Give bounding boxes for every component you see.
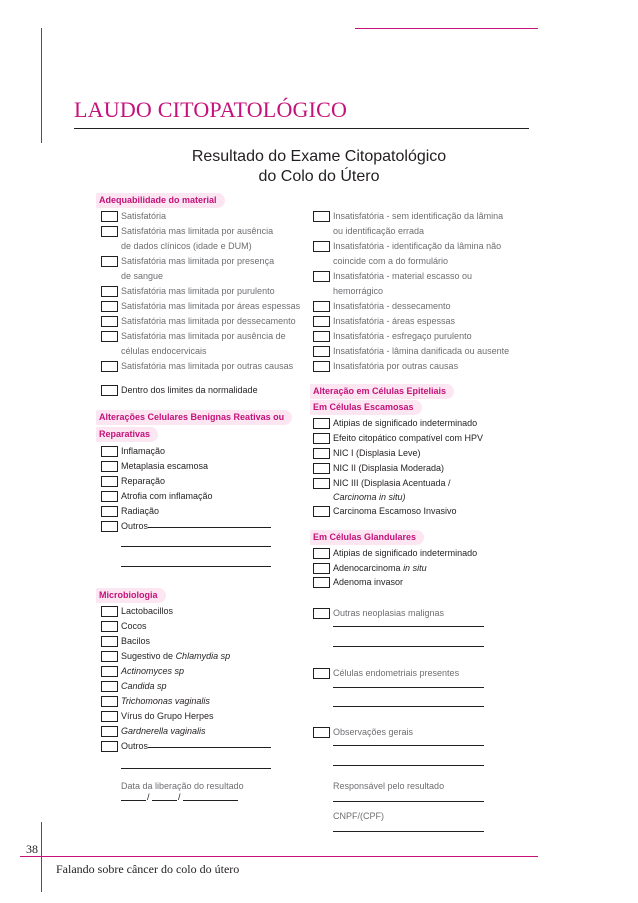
checkbox[interactable]	[101, 606, 118, 617]
option-label: Insatisfatória - dessecamento	[333, 301, 451, 311]
footer-text: Falando sobre câncer do colo do útero	[56, 862, 240, 876]
checkbox[interactable]	[313, 668, 330, 679]
escamosas-header: Em Células Escamosas	[310, 400, 422, 415]
checkbox[interactable]	[101, 446, 118, 457]
checkbox[interactable]	[313, 301, 330, 312]
checkbox[interactable]	[101, 621, 118, 632]
option-label: Satisfatória mas limitada por presença	[121, 256, 275, 266]
checkbox[interactable]	[313, 727, 330, 738]
data-liberacao-label: Data da liberação do resultado	[121, 781, 244, 791]
option-label: Observações gerais	[333, 727, 414, 737]
checkbox[interactable]	[313, 433, 330, 444]
checkbox[interactable]	[101, 741, 118, 752]
checkbox[interactable]	[101, 506, 118, 517]
option-label: Reparação	[121, 476, 166, 486]
frame-top	[355, 28, 538, 29]
outros-line[interactable]	[148, 747, 271, 748]
text-line[interactable]	[333, 687, 484, 688]
option-label: células endocervicais	[121, 346, 207, 356]
checkbox[interactable]	[313, 563, 330, 574]
checkbox[interactable]	[101, 461, 118, 472]
outros-line[interactable]	[121, 566, 271, 567]
frame-left-top	[41, 28, 42, 143]
option-label: Satisfatória mas limitada por outras causas	[121, 361, 294, 371]
benignas-header-cont: Reparativas	[96, 427, 158, 442]
checkbox[interactable]	[101, 331, 118, 342]
text-line[interactable]	[333, 745, 484, 746]
option-label: Cocos	[121, 621, 147, 631]
date-separator: /	[178, 792, 181, 802]
option-label: Candida sp	[121, 681, 167, 691]
option-label: Insatisfatória - sem identificação da lâmina	[333, 211, 504, 221]
checkbox[interactable]	[101, 211, 118, 222]
subtitle-line2: do Colo do Útero	[258, 168, 380, 185]
checkbox[interactable]	[313, 271, 330, 282]
option-label	[333, 562, 427, 575]
option-label: Lactobacillos	[121, 606, 174, 616]
cnpf-line[interactable]	[333, 831, 484, 832]
checkbox[interactable]	[101, 301, 118, 312]
glandulares-header: Em Células Glandulares	[310, 530, 424, 545]
option-label: Carcinoma in situ)	[333, 492, 406, 502]
option-label: Satisfatória	[121, 211, 167, 221]
checkbox[interactable]	[101, 521, 118, 532]
checkbox[interactable]	[101, 256, 118, 267]
option-label: Atipias de significado indeterminado	[333, 548, 478, 558]
option-label: Satisfatória mas limitada por dessecamento	[121, 316, 296, 326]
option-label: Metaplasia escamosa	[121, 461, 209, 471]
checkbox[interactable]	[101, 286, 118, 297]
option-label: Satisfatória mas limitada por áreas espessas	[121, 301, 301, 311]
option-label: Insatisfatória - identificação da lâmina não	[333, 241, 502, 251]
option-label: Inflamação	[121, 446, 166, 456]
checkbox[interactable]	[101, 696, 118, 707]
option-label: Insatisfatória por outras causas	[333, 361, 459, 371]
checkbox[interactable]	[313, 331, 330, 342]
option-label: Insatisfatória - material escasso ou	[333, 271, 473, 281]
option-label: Insatisfatória - lâmina danificada ou ausente	[333, 346, 510, 356]
normal-label: Dentro dos limites da normalidade	[121, 385, 258, 395]
option-label: Bacilos	[121, 636, 151, 646]
checkbox[interactable]	[313, 241, 330, 252]
option-label: hemorrágico	[333, 286, 384, 296]
checkbox[interactable]	[101, 711, 118, 722]
checkbox[interactable]	[313, 361, 330, 372]
chlamydia-text: Chlamydia sp	[175, 651, 231, 661]
responsavel-label: Responsável pelo resultado	[333, 781, 445, 791]
option-label: NIC I (Displasia Leve)	[333, 448, 421, 458]
option-label: Células endometriais presentes	[333, 668, 460, 678]
checkbox[interactable]	[101, 666, 118, 677]
option-label: Outros	[121, 741, 149, 751]
title-rule	[74, 128, 529, 129]
option-label: de dados clínicos (idade e DUM)	[121, 241, 252, 251]
text-line[interactable]	[333, 765, 484, 766]
page-title: LAUDO CITOPATOLÓGICO	[74, 97, 348, 122]
option-label: Atrofia com inflamação	[121, 491, 213, 501]
outros-line[interactable]	[148, 527, 271, 528]
in-situ-text: in situ	[403, 563, 427, 573]
checkbox[interactable]	[313, 463, 330, 474]
adenocarcinoma-text: Adenocarcinoma	[333, 563, 401, 573]
option-label: de sangue	[121, 271, 164, 281]
option-label: Carcinoma Escamoso Invasivo	[333, 506, 457, 516]
checkbox[interactable]	[101, 636, 118, 647]
checkbox[interactable]	[313, 506, 330, 517]
checkbox[interactable]	[313, 316, 330, 327]
checkbox[interactable]	[313, 548, 330, 559]
option-label: Trichomonas vaginalis	[121, 696, 210, 706]
outros-line[interactable]	[121, 546, 271, 547]
text-line[interactable]	[333, 706, 484, 707]
text-line[interactable]	[333, 626, 484, 627]
outros-line[interactable]	[121, 768, 271, 769]
option-label: Gardnerella vaginalis	[121, 726, 206, 736]
option-label: Insatisfatória - esfregaço purulento	[333, 331, 472, 341]
checkbox[interactable]	[101, 361, 118, 372]
checkbox[interactable]	[101, 491, 118, 502]
checkbox[interactable]	[101, 226, 118, 237]
option-label: NIC III (Displasia Acentuada /	[333, 478, 451, 488]
microbiologia-header: Microbiologia	[96, 588, 166, 603]
cnpf-label: CNPF/(CPF)	[333, 811, 384, 821]
page-number: 38	[26, 842, 38, 856]
benignas-header: Alterações Celulares Benignas Reativas ou	[96, 410, 292, 425]
date-separator: /	[147, 792, 150, 802]
epiteliais-header: Alteração em Células Epiteliais	[310, 384, 454, 399]
adequabilidade-header: Adequabilidade do material	[96, 193, 225, 208]
option-label: Outras neoplasias malignas	[333, 608, 445, 618]
option-label: Radiação	[121, 506, 160, 516]
checkbox[interactable]	[101, 476, 118, 487]
option-label: coincide com a do formulário	[333, 256, 449, 266]
checkbox[interactable]	[313, 448, 330, 459]
option-label: Satisfatória mas limitada por ausência	[121, 226, 274, 236]
checkbox[interactable]	[313, 346, 330, 357]
checkbox[interactable]	[101, 651, 118, 662]
checkbox[interactable]	[101, 726, 118, 737]
date-month-line[interactable]	[152, 800, 177, 801]
option-label: Efeito citopático compatível com HPV	[333, 433, 484, 443]
checkbox[interactable]	[313, 608, 330, 619]
sugestivo-text: Sugestivo de	[121, 651, 174, 661]
checkbox[interactable]	[101, 316, 118, 327]
responsavel-line[interactable]	[333, 801, 484, 802]
option-label: Satisfatória mas limitada por purulento	[121, 286, 275, 296]
frame-bottom	[20, 856, 538, 857]
option-label: Vírus do Grupo Herpes	[121, 711, 214, 721]
option-label: Actinomyces sp	[121, 666, 185, 676]
checkbox[interactable]	[313, 418, 330, 429]
subtitle-line1: Resultado do Exame Citopatológico	[191, 148, 447, 165]
checkbox[interactable]	[101, 385, 118, 396]
checkbox[interactable]	[313, 211, 330, 222]
date-day-line[interactable]	[121, 800, 146, 801]
checkbox[interactable]	[313, 478, 330, 489]
option-label: Satisfatória mas limitada por ausência de	[121, 331, 286, 341]
option-label: Adenoma invasor	[333, 577, 404, 587]
option-label: Outros	[121, 521, 149, 531]
option-label	[121, 650, 230, 663]
frame-left-bottom	[41, 822, 42, 892]
option-label: NIC II (Displasia Moderada)	[333, 463, 445, 473]
text-line[interactable]	[333, 646, 484, 647]
checkbox[interactable]	[101, 681, 118, 692]
date-year-line[interactable]	[183, 800, 238, 801]
option-label: Atipias de significado indeterminado	[333, 418, 478, 428]
option-label: Insatisfatória - áreas espessas	[333, 316, 456, 326]
option-label: ou identificação errada	[333, 226, 425, 236]
checkbox[interactable]	[313, 577, 330, 588]
